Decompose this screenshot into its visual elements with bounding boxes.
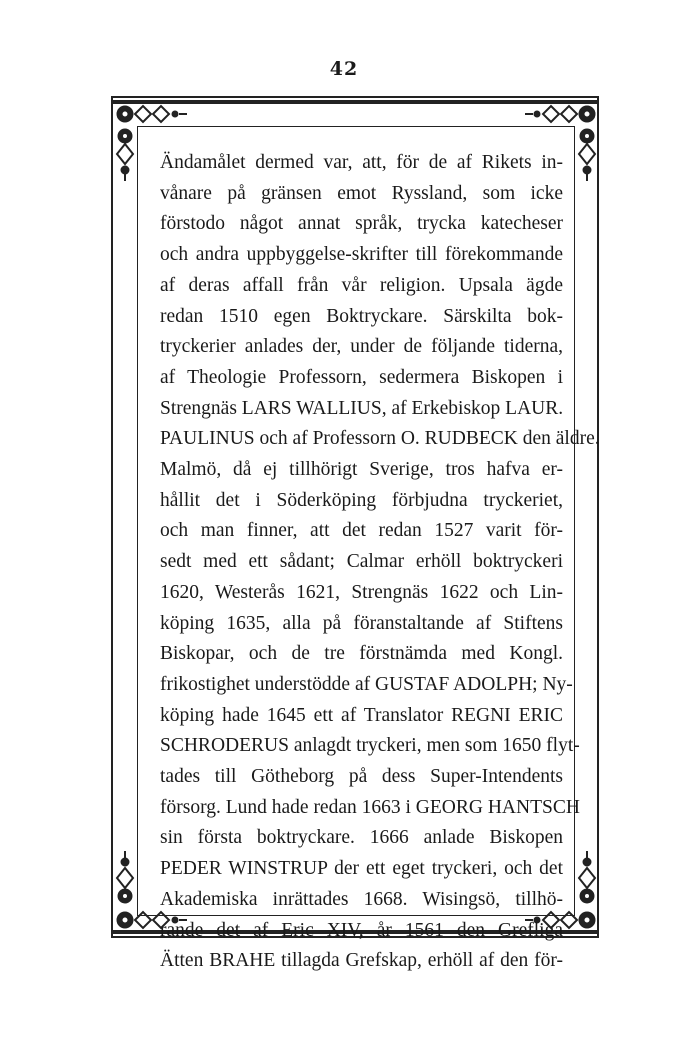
text-line: köping hade 1645 ett af Translator REGNI ERIC [160,704,563,726]
text-line: och man finner, att det redan 1527 varit för- [160,520,563,542]
text-line: tades till Götheborg på dess Super-Intendents [160,766,563,788]
text-line: frikostighet understödde af GUSTAF ADOLPH; Ny- [160,673,573,695]
text-line: förstodo något annat språk, trycka katecheser [160,213,563,235]
text-line: 1620, Westerås 1621, Strengnäs 1622 och Lin- [160,581,563,603]
body-text [160,148,600,977]
side-ornament-icon [575,126,599,182]
text-line: af Theologie Professorn, sedermera Biskopen i [160,366,563,388]
text-line: vånare på gränsen emot Ryssland, som icke [160,182,563,204]
text-line: redan 1510 egen Boktryckare. Särskilta bok- [160,305,563,327]
side-ornament-icon [575,850,599,906]
text-line: Akademiska inrättades 1668. Wisingsö, tillhö- [160,888,563,910]
text-line: köping 1635, alla på föranstaltande af Stiftens [160,612,563,634]
text-line: sin första boktryckare. 1666 anlade Biskopen [160,827,563,849]
text-line: Strengnäs LARS WALLIUS, af Erkebiskop LAUR. [160,397,564,419]
text-line: tryckerier anlades der, under de följande tiderna, [160,336,563,358]
text-line: Biskopar, och de tre förstnämda med Kongl. [160,643,563,665]
page-number: 42 [329,58,359,80]
text-line: PAULINUS och af Professorn O. RUDBECK den äldre. [160,428,600,450]
text-line: Ätten BRAHE tillagda Grefskap, erhöll af den för- [160,950,563,972]
side-ornament-icon [113,850,137,906]
side-ornament-icon [113,126,137,182]
text-line: PEDER WINSTRUP der ett eget tryckeri, och det [160,858,563,880]
text-line: hållit det i Söderköping förbjudna tryckeriet, [160,489,563,511]
text-line: sedt med ett sådant; Calmar erhöll boktryckeri [160,551,563,573]
text-line: Malmö, då ej tillhörigt Sverige, tros hafva er- [160,459,563,481]
text-line: SCHRODERUS anlagdt tryckeri, men som 1650 flyt- [160,735,580,757]
text-line: rande det af Eric XIV, år 1561 den Grefliga [160,919,563,941]
text-line: försorg. Lund hade redan 1663 i GEORG HANTSCH [160,796,580,818]
text-line: af deras affall från vår religion. Upsala ägde [160,274,563,296]
text-line: Ändamålet dermed var, att, för de af Rikets in- [160,152,563,173]
text-line: och andra uppbyggelse-skrifter till förekommande [160,244,563,266]
